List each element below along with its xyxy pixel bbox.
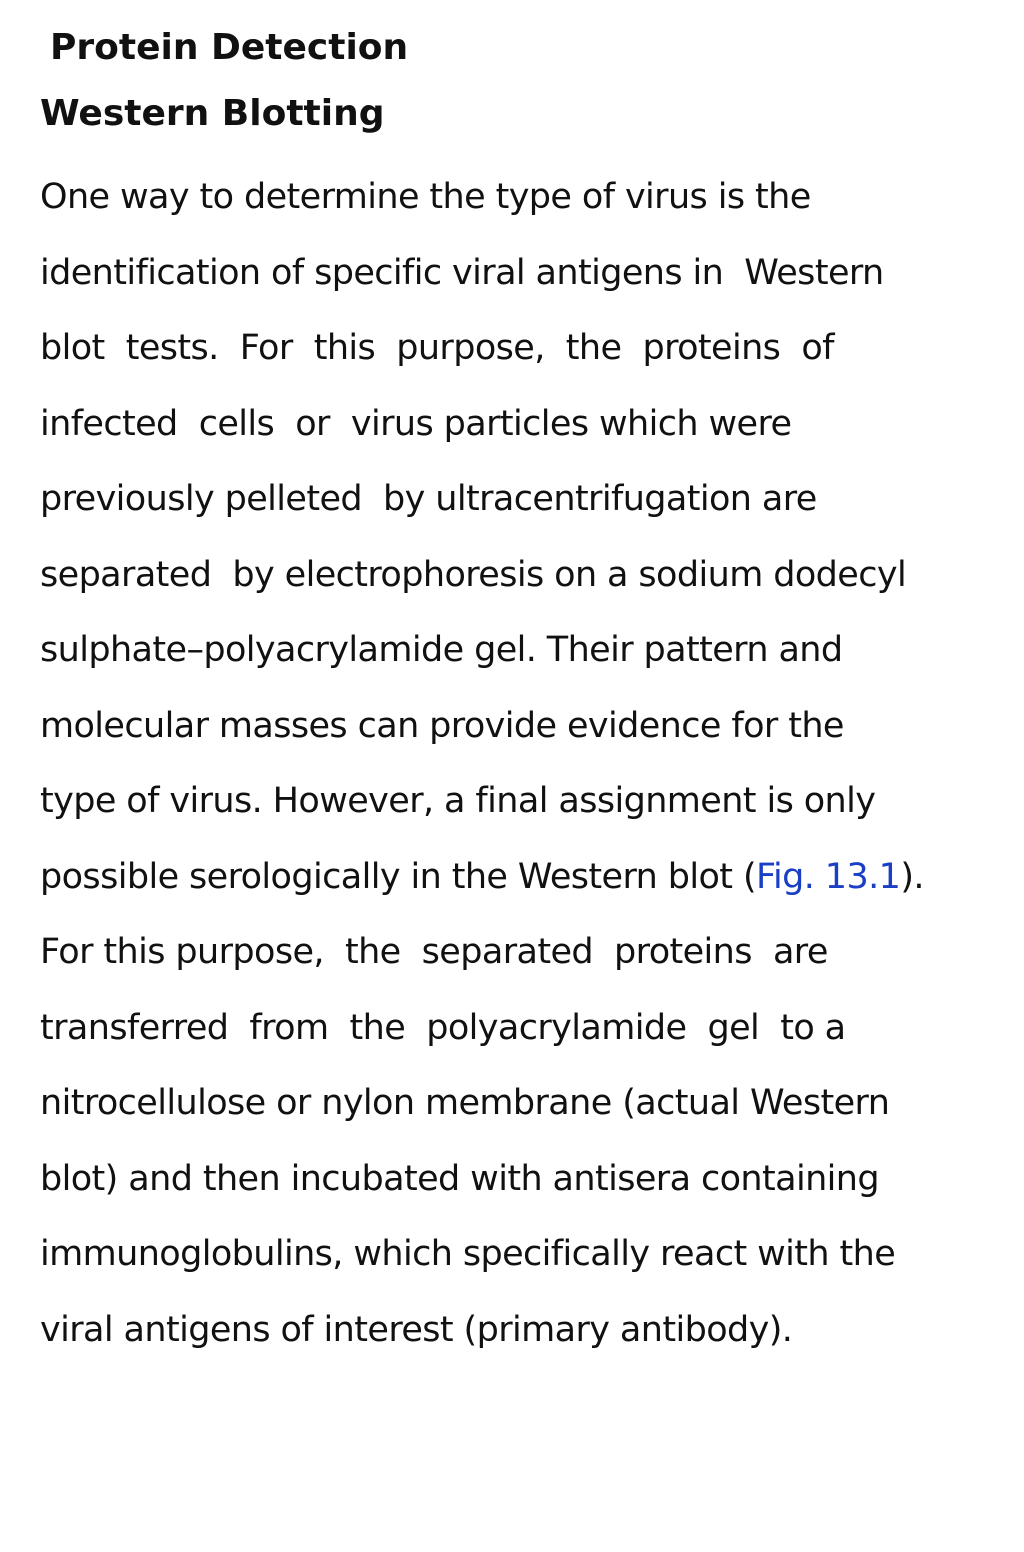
paragraph-line: infected cells or virus particles which were (40, 403, 792, 444)
paragraph-line: viral antigens of interest (primary antibody). (40, 1309, 793, 1350)
body-paragraph (40, 160, 1010, 1368)
subsection-title: Western Blotting (40, 93, 385, 134)
paragraph-line: transferred from the polyacrylamide gel to a (40, 1007, 846, 1048)
paragraph-line: One way to determine the type of virus is the (40, 177, 811, 217)
paragraph-line: blot tests. For this purpose, the proteins of (40, 328, 834, 368)
paragraph-text: possible serologically in the Western blot ( (40, 856, 757, 897)
paragraph-line: molecular masses can provide evidence for the (40, 705, 844, 746)
paragraph-line: separated by electrophoresis on a sodium dodecyl (40, 554, 907, 595)
paragraph-line-with-link (40, 840, 1010, 916)
paragraph-line: sulphate–polyacrylamide gel. Their pattern and (40, 630, 843, 670)
paragraph-line: blot) and then incubated with antisera containing (40, 1158, 880, 1199)
paragraph-line: previously pelleted by ultracentrifugation are (40, 479, 817, 519)
paragraph-line: immunoglobulins, which specifically react with the (40, 1234, 896, 1274)
document-page (40, 22, 1010, 1368)
paragraph-line: For this purpose, the separated proteins are (40, 932, 828, 972)
figure-reference-link[interactable]: Fig. 13.1 (756, 856, 901, 897)
paragraph-text: ). (900, 856, 924, 897)
paragraph-line: nitrocellulose or nylon membrane (actual Western (40, 1083, 890, 1123)
section-title: Protein Detection (50, 27, 409, 68)
paragraph-line: identification of specific viral antigens in Western (40, 252, 884, 293)
paragraph-line: type of virus. However, a final assignment is only (40, 781, 876, 821)
